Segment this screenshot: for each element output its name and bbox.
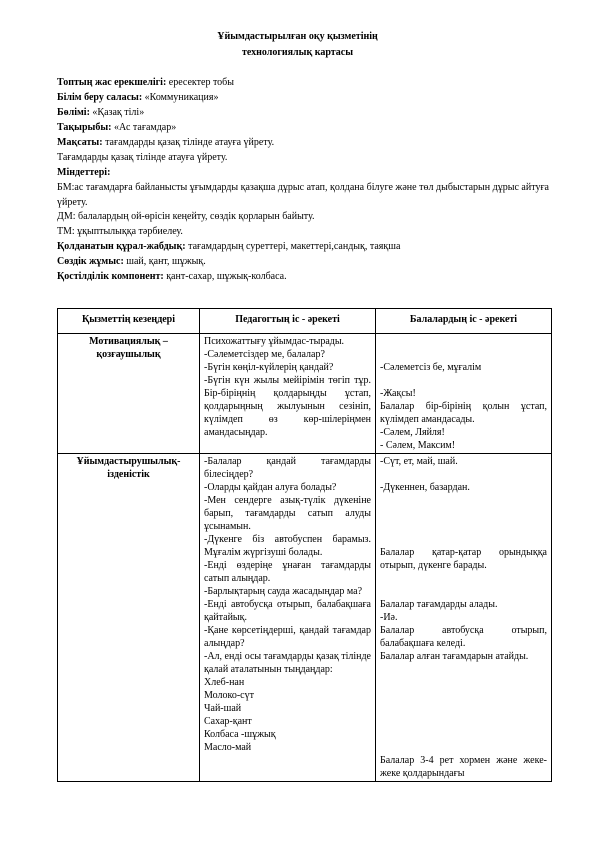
document-title-line2: технологиялық картасы	[241, 47, 354, 58]
bilingual-line	[57, 270, 549, 285]
teacher-text: -Қане көрсетіңдерші, қандай тағамдар алыңдар?	[204, 625, 371, 649]
table-row	[58, 334, 552, 454]
table-row	[58, 454, 552, 782]
teacher-cell	[200, 454, 376, 782]
children-text: -Дүкеннен, базардан.	[380, 482, 470, 493]
goal-line-2: Тағамдарды қазақ тілінде атауға үйрету.	[57, 152, 228, 163]
tasks-label: Міндеттері:	[57, 167, 111, 178]
children-text: Балалар автобусқа отырып, балабақшаға келеді.	[380, 625, 547, 649]
teacher-text: -Бүгін көңіл-күйлерің қандай?	[204, 362, 334, 373]
teacher-text: -Мен сендерге азық-түлік дүкеніне барып, тағамдарды сатып алуды ұсынамын.	[204, 495, 371, 532]
equipment-value: тағамдардың суреттері, макеттері,сандық, таяқша	[185, 241, 401, 252]
children-text: Балалар 3-4 рет хормен және жеке-жеке қолдарындағы	[380, 755, 547, 779]
teacher-text: -Бүгін күн жылы мейірімін төгіп тұр. Бір-біріңнің қолдарыңды ұстап, қолдарыңның жылуынын сезініп, күлімдеп өз көр-шілеріңмен амандасыңдар.	[204, 375, 371, 438]
food-translation: Сахар-қант	[204, 716, 252, 727]
topic-line	[57, 121, 549, 136]
vocab-label: Сөздік жұмыс:	[57, 256, 124, 267]
teacher-text: -Енді өздеріңе ұнаған тағамдарды сатып алыңдар.	[204, 560, 371, 584]
education-area-line	[57, 91, 549, 106]
vocab-value: шай, қант, шұжық.	[123, 256, 206, 267]
section-label: Бөлімі:	[57, 107, 90, 118]
stage-cell: Ұйымдастырушылық-ізденістік	[58, 454, 200, 782]
teacher-text: -Дүкенге біз автобуспен барамыз. Мұғалім жүргізуші болады.	[204, 534, 371, 558]
equipment-line	[57, 240, 549, 255]
teacher-text: -Ал, енді осы тағамдарды қазақ тілінде қалай аталатынын тыңдаңдар:	[204, 651, 371, 675]
vocab-line	[57, 255, 549, 270]
section-value: «Қазақ тілі»	[89, 107, 145, 118]
children-text: -Сүт, ет, май, шай.	[380, 456, 458, 467]
children-text: Балалар алған тағамдарын атайды.	[380, 651, 529, 662]
food-translation: Хлеб-нан	[204, 677, 245, 688]
lesson-info	[57, 76, 549, 285]
bilingual-value: қант-сахар, шұжық-колбаса.	[163, 271, 287, 282]
goal-label: Мақсаты:	[57, 137, 103, 148]
teacher-text: -Сәлеметсіздер ме, балалар?	[204, 349, 325, 360]
children-text: - Сәлем, Максим!	[380, 440, 456, 451]
topic-label: Тақырыбы:	[57, 122, 112, 133]
education-area-label: Білім беру саласы:	[57, 92, 143, 103]
section-line	[57, 106, 549, 121]
teacher-cell	[200, 334, 376, 454]
goal-value: тағамдарды қазақ тілінде атауға үйрету.	[102, 137, 275, 148]
teacher-text: -Барлықтарың сауда жасадыңдар ма?	[204, 586, 363, 597]
food-translation: Масло-май	[204, 742, 252, 753]
age-group-label: Топтың жас ерекшелігі:	[57, 77, 167, 88]
stage-cell: Мотивациялық – қозғаушылық	[58, 334, 200, 454]
equipment-label: Қолданатын құрал-жабдық:	[57, 241, 186, 252]
topic-value: «Ас тағамдар»	[111, 122, 177, 133]
header-children-actions: Балалардың іс - әрекеті	[376, 309, 552, 334]
food-translation: Чай-шай	[204, 703, 242, 714]
food-translation: Молоко-сүт	[204, 690, 254, 701]
teacher-text: -Балалар қандай тағамдарды білесіңдер?	[204, 456, 371, 480]
table-header-row	[58, 309, 552, 334]
children-text: -Иә.	[380, 612, 398, 623]
children-text: Балалар қатар-қатар орындыққа отырып, дүкенге барады.	[380, 547, 547, 571]
lesson-plan-table	[57, 308, 552, 782]
education-area-value: «Коммуникация»	[142, 92, 219, 103]
teacher-text: -Енді автобусқа отырып, балабақшаға қайтайық.	[204, 599, 371, 623]
task-dm: ДМ: балалардың ой-өрісін кеңейту, сөздік қорларын байыту.	[57, 211, 315, 222]
task-bm: БМ:ас тағамдарға байланысты ұғымдарды қазақша дұрыс атап, қолдана білуге және төл дыбыстарын дұрыс айтуға үйрету.	[57, 182, 549, 208]
document-title-line1: Ұйымдастырылған оқу қызметінің	[217, 31, 378, 42]
age-group-value: ересектер тобы	[166, 77, 234, 88]
teacher-text: Психожаттығу ұйымдас-тырады.	[204, 336, 345, 347]
bilingual-label: Қостілділік компонент:	[57, 271, 164, 282]
header-stages: Қызметтің кезеңдері	[58, 309, 200, 334]
children-text: -Сәлеметсіз бе, мұғалім	[380, 362, 482, 373]
children-text: Балалар тағамдарды алады.	[380, 599, 498, 610]
children-cell	[376, 334, 552, 454]
task-tm: ТМ: ұқыптылыққа тәрбиелеу.	[57, 226, 183, 237]
children-text: -Жақсы!	[380, 388, 416, 399]
header-teacher-actions: Педагогтың іс - әрекеті	[200, 309, 376, 334]
children-text: -Сәлем, Ляйля!	[380, 427, 445, 438]
children-text: Балалар бір-бірінің қолын ұстап, күлімдеп амандасады.	[380, 401, 547, 425]
goal-line	[57, 136, 549, 151]
teacher-text: -Оларды қайдан алуға болады?	[204, 482, 337, 493]
children-cell	[376, 454, 552, 782]
food-translation: Колбаса -шұжық	[204, 729, 276, 740]
age-group-line	[57, 76, 549, 91]
